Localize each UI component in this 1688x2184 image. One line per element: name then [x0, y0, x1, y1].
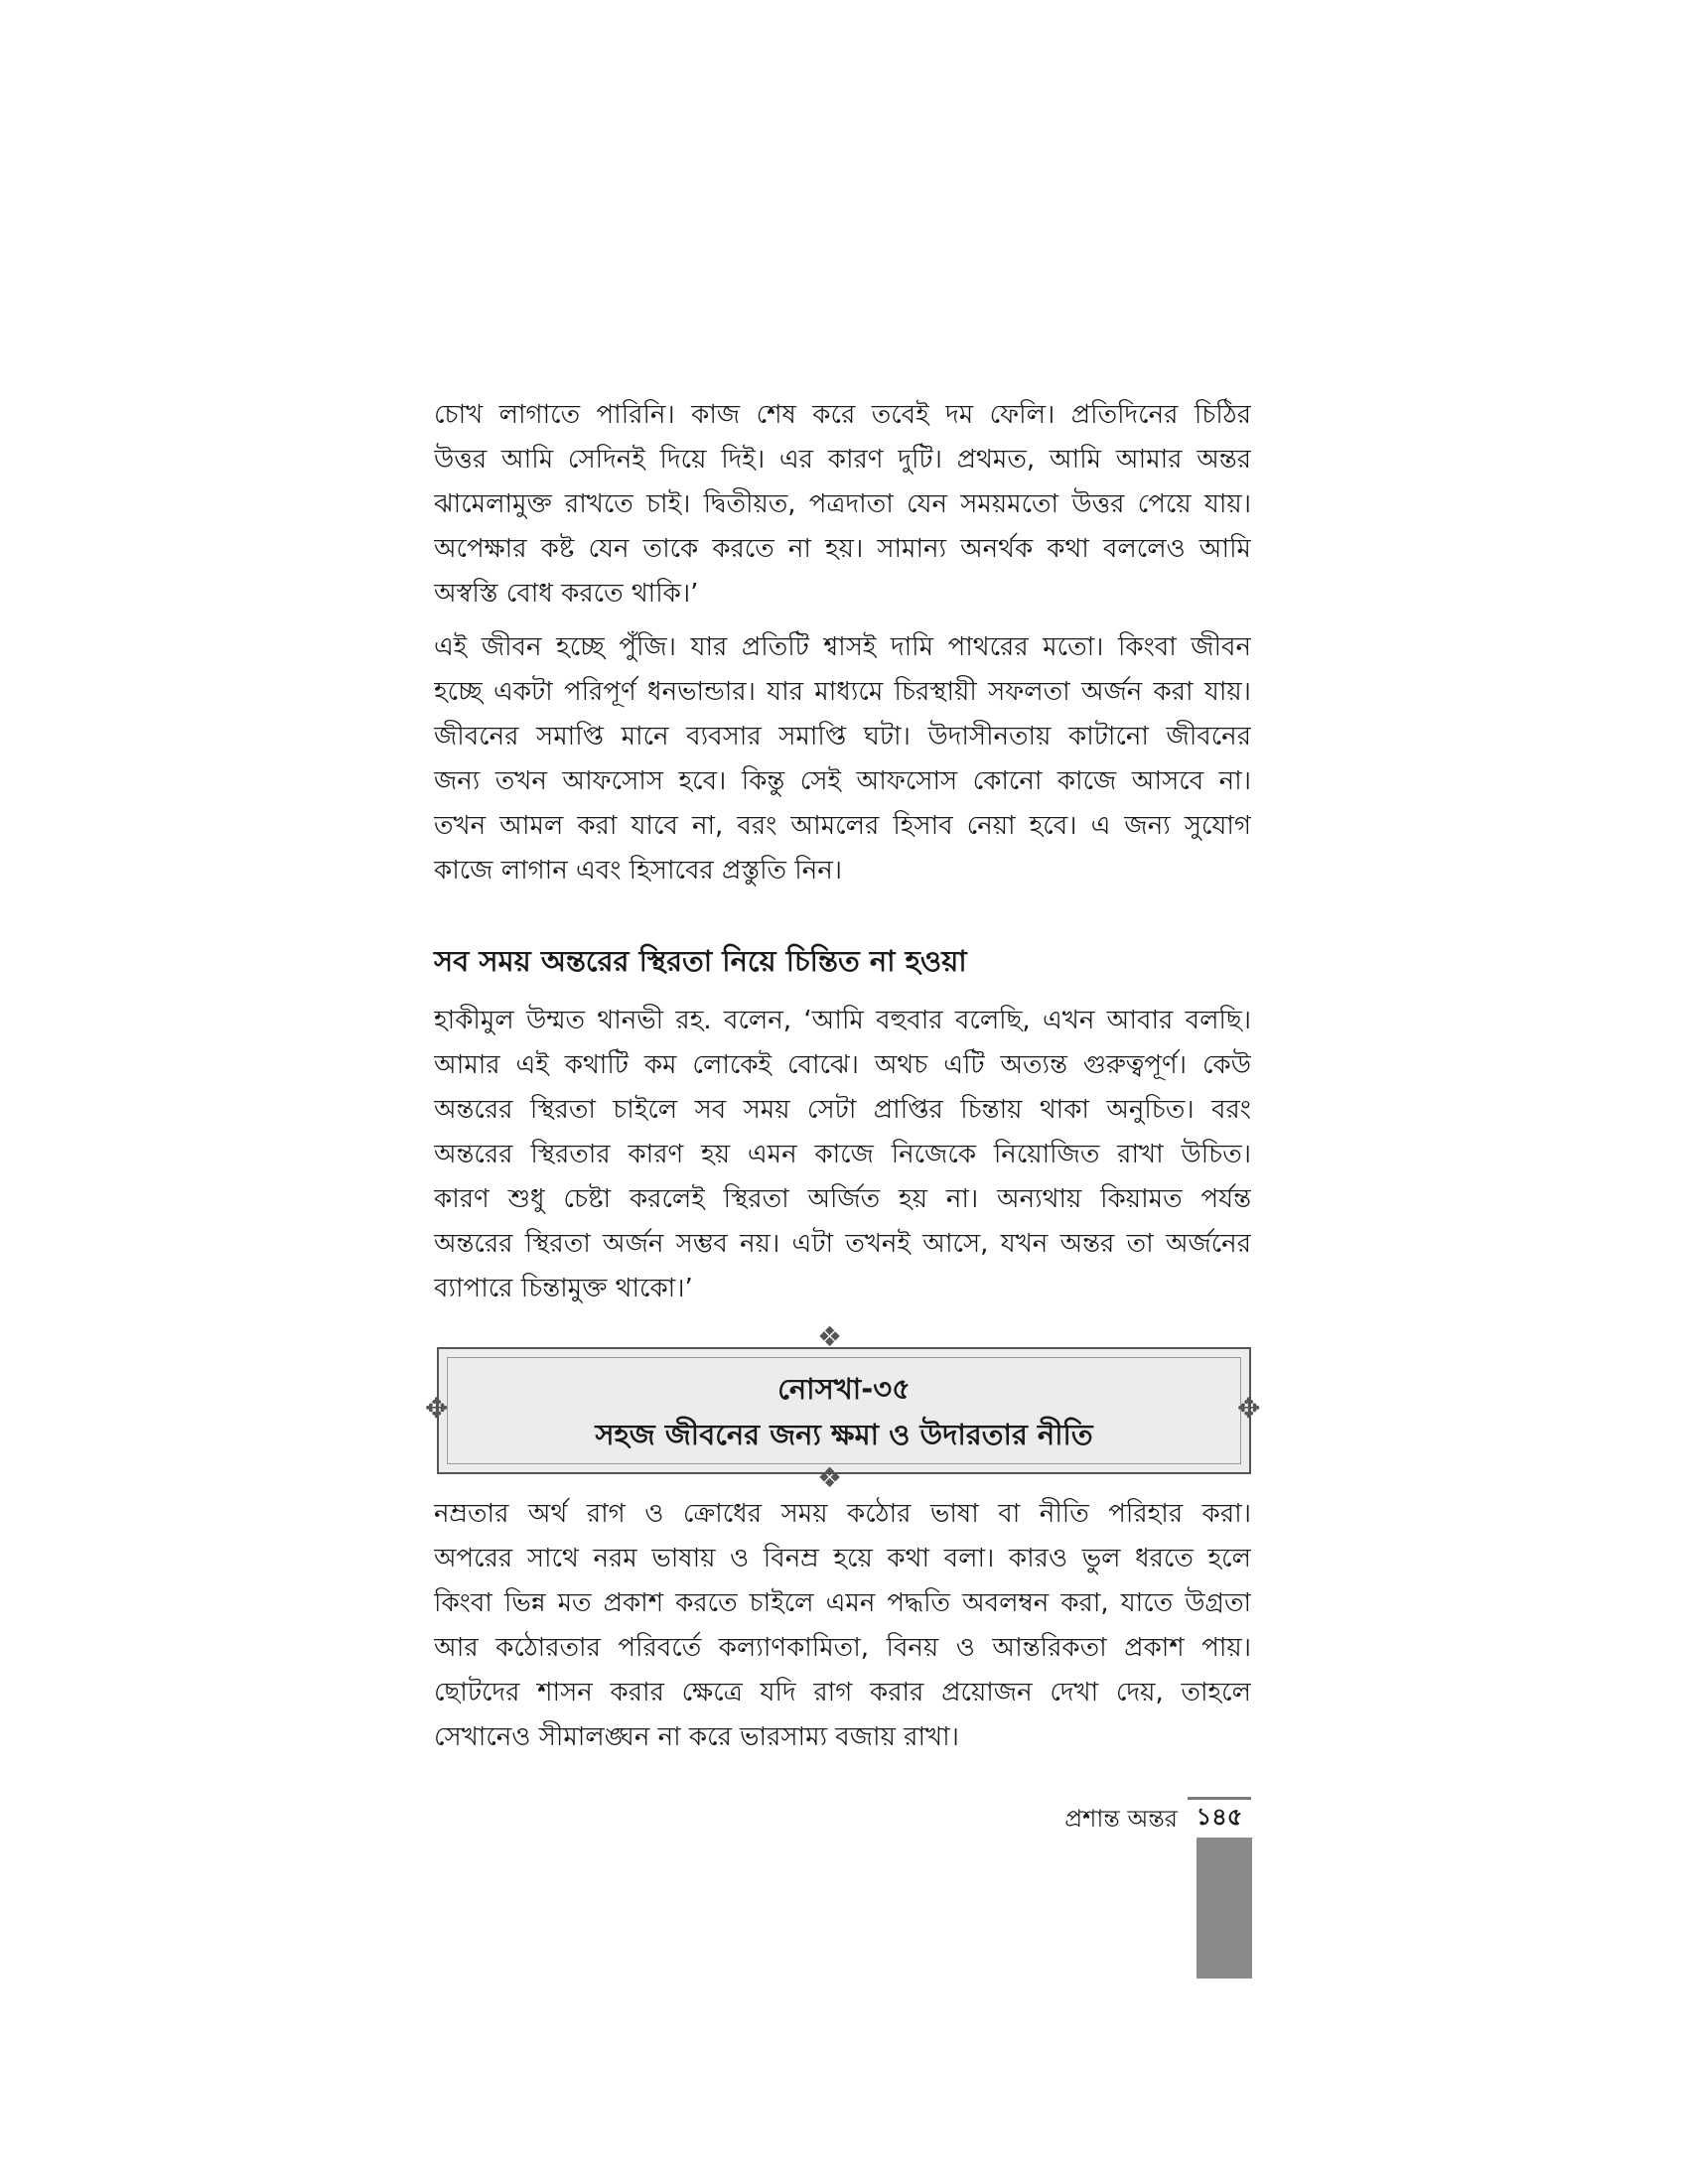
chapter-title: সহজ জীবনের জন্য ক্ষমা ও উদারতার নীতি: [595, 1418, 1093, 1451]
ornament-left-icon: ✥: [425, 1392, 449, 1425]
paragraph-line: আর কঠোরতার পরিবর্তে কল্যাণকামিতা, বিনয় ও আন্তরিকতা প্রকাশ পায়।: [434, 1633, 1251, 1663]
paragraph-4: [434, 1492, 1251, 1760]
paragraph-3: [434, 999, 1251, 1311]
paragraph-line: হাকীমুল উম্মত থানভী রহ. বলেন, ‘আমি বহুবার বলেছি, এখন আবার বলছি।: [434, 1006, 1251, 1035]
paragraph-line: অন্তরের স্থিরতার কারণ হয় এমন কাজে নিজেকে নিয়োজিত রাখা উচিত।: [434, 1140, 1251, 1169]
paragraph-line: অপরের সাথে নরম ভাষায় ও বিনম্র হয়ে কথা বলা। কারও ভুল ধরতে হলে: [434, 1544, 1251, 1573]
page-number: ১৪৫: [1196, 1803, 1243, 1831]
paragraph-line: এই জীবন হচ্ছে পুঁজি। যার প্রতিটি শ্বাসই দামি পাথরের মতো। কিংবা জীবন: [434, 632, 1251, 662]
section-heading: সব সময় অন্তরের স্থিরতা নিয়ে চিন্তিত না হওয়া: [434, 944, 967, 978]
paragraph-line: অন্তরের স্থিরতা চাইলে সব সময় সেটা প্রাপ্তির চিন্তায় থাকা অনুচিত। বরং: [434, 1095, 1251, 1125]
paragraph-line: কিংবা ভিন্ন মত প্রকাশ করতে চাইলে এমন পদ্ধতি অবলম্বন করা, যাতে উগ্রতা: [434, 1588, 1251, 1618]
paragraph-line: ঝামেলামুক্ত রাখতে চাই। দ্বিতীয়ত, পত্রদাতা যেন সময়মতো উত্তর পেয়ে যায়।: [434, 489, 1251, 519]
paragraph-2: [434, 625, 1251, 893]
page-edge-tab: [1196, 1838, 1252, 1979]
paragraph-line: নম্রতার অর্থ রাগ ও ক্রোধের সময় কঠোর ভাষা বা নীতি পরিহার করা।: [434, 1499, 1251, 1529]
ornament-right-icon: ✥: [1237, 1392, 1261, 1425]
page-tab-rule: [1188, 1797, 1251, 1800]
paragraph-line: সেখানেও সীমালঙ্ঘন না করে ভারসাম্য বজায় রাখা।: [434, 1722, 959, 1752]
paragraph-line: উত্তর আমি সেদিনই দিয়ে দিই। এর কারণ দুটি। প্রথমত, আমি আমার অন্তর: [434, 445, 1251, 475]
paragraph-line: আমার এই কথাটি কম লোকেই বোঝে। অথচ এটি অত্যন্ত গুরুত্বপূর্ণ। কেউ: [434, 1050, 1251, 1080]
paragraph-line: জীবনের সমাপ্তি মানে ব্যবসার সমাপ্তি ঘটা। উদাসীনতায় কাটানো জীবনের: [434, 722, 1251, 751]
chapter-title-box: [437, 1347, 1251, 1474]
paragraph-line: হচ্ছে একটা পরিপূর্ণ ধনভান্ডার। যার মাধ্যমে চিরস্থায়ী সফলতা অর্জন করা যায়।: [434, 677, 1251, 707]
paragraph-line: অস্বস্তি বোধ করতে থাকি।’: [434, 579, 699, 609]
paragraph-line: অন্তরের স্থিরতা অর্জন সম্ভব নয়। এটা তখনই আসে, যখন অন্তর তা অর্জনের: [434, 1229, 1251, 1259]
paragraph-1: [434, 393, 1251, 616]
paragraph-line: অপেক্ষার কষ্ট যেন তাকে করতে না হয়। সামান্য অনর্থক কথা বললেও আমি: [434, 534, 1251, 564]
paragraph-line: চোখ লাগাতে পারিনি। কাজ শেষ করে তবেই দম ফেলি। প্রতিদিনের চিঠির: [434, 400, 1251, 430]
paragraph-line: কাজে লাগান এবং হিসাবের প্রস্তুতি নিন।: [434, 856, 843, 886]
paragraph-line: কারণ শুধু চেষ্টা করলেই স্থিরতা অর্জিত হয় না। অন্যথায় কিয়ামত পর্যন্ত: [434, 1184, 1251, 1214]
ornament-top-icon: ❖: [817, 1320, 843, 1353]
paragraph-line: তখন আমল করা যাবে না, বরং আমলের হিসাব নেয়া হবে। এ জন্য সুযোগ: [434, 811, 1251, 841]
chapter-number: নোসখা-৩৫: [777, 1372, 911, 1406]
paragraph-line: ব্যাপারে চিন্তামুক্ত থাকো।’: [434, 1274, 693, 1303]
paragraph-line: ছোটদের শাসন করার ক্ষেত্রে যদি রাগ করার প্রয়োজন দেখা দেয়, তাহলে: [434, 1678, 1251, 1707]
ornament-bottom-icon: ❖: [817, 1461, 843, 1494]
running-title: প্রশান্ত অন্তর: [1064, 1805, 1178, 1833]
paragraph-line: জন্য তখন আফসোস হবে। কিন্তু সেই আফসোস কোনো কাজে আসবে না।: [434, 766, 1251, 796]
